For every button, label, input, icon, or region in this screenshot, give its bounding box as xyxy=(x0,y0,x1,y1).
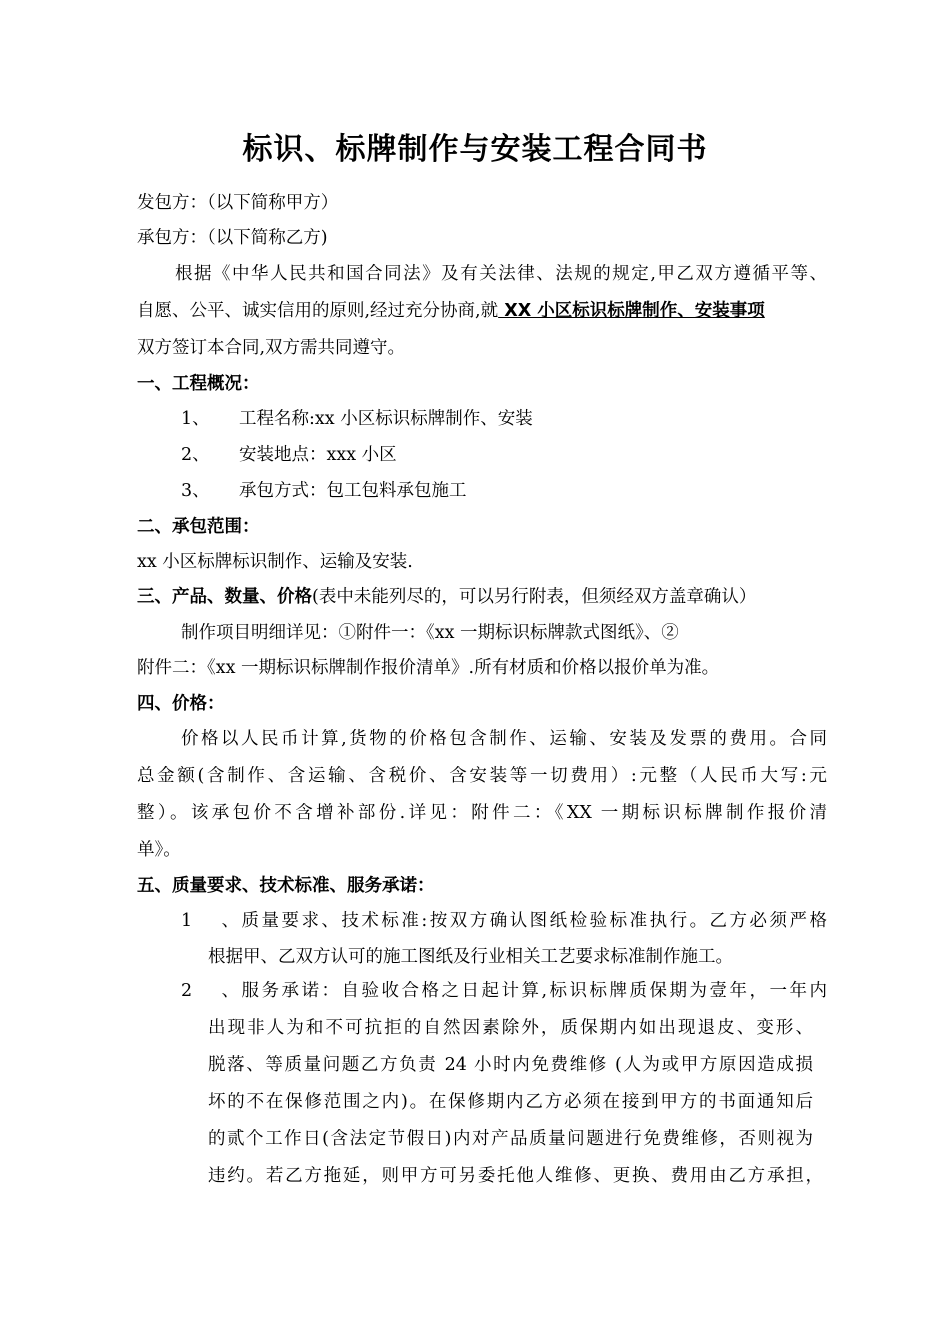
section-3-heading xyxy=(137,582,827,612)
item-number: 2、 xyxy=(181,445,210,465)
section-2-heading: 二、承包范围： xyxy=(137,517,260,537)
section-5-item-2-line-1 xyxy=(137,976,827,1006)
section-1-item-2 xyxy=(137,440,871,470)
intro-line-3: 双方签订本合同,双方需共同遵守。 xyxy=(137,338,406,358)
section-3-line-2: 附件二：《xx 一期标识标牌制作报价清单》.所有材质和价格以报价单为准。 xyxy=(137,658,720,678)
intro-line-1: 根据《中华人民共和国合同法》及有关法律、法规的规定,甲乙双方遵循平等、 xyxy=(175,264,827,284)
item-number: 3、 xyxy=(181,481,210,501)
section-5-item-2-line-3: 脱落、等质量问题乙方负责 24 小时内免费维修 (人为或甲方原因造成损 xyxy=(208,1055,813,1075)
item-text: 质量要求、技术标准:按双方确认图纸检验标准执行。乙方必须严格 xyxy=(239,911,827,931)
item-number: 1、 xyxy=(181,911,239,931)
intro-line-2 xyxy=(137,296,827,326)
section-4-line-3: 整）。该承包价不含增补部份.详见：附件二：《XX 一期标识标牌制作报价清 xyxy=(137,803,827,823)
section-2-text: xx 小区标牌标识制作、运输及安装. xyxy=(137,552,413,572)
section-5-item-1-line-2: 根据甲、乙双方认可的施工图纸及行业相关工艺要求标准制作施工。 xyxy=(208,947,733,967)
item-number: 2、 xyxy=(181,981,239,1001)
item-text: 承包方式：包工包料承包施工 xyxy=(239,481,467,501)
document-title: 标识、标牌制作与安装工程合同书 xyxy=(242,132,708,167)
section-1-item-1 xyxy=(137,404,871,434)
item-number: 1、 xyxy=(181,409,210,429)
intro-line-2-text: 自愿、公平、诚实信用的原则,经过充分协商,就 xyxy=(137,301,499,321)
section-1-item-3 xyxy=(137,476,871,506)
section-4-line-2: 总金额(含制作、含运输、含税价、含安装等一切费用）:元整（人民币大写:元 xyxy=(137,766,827,786)
section-1-heading: 一、工程概况： xyxy=(137,374,260,394)
section-3-line-1: 制作项目明细详见：①附件一：《xx 一期标识标牌款式图纸》、② xyxy=(181,623,679,643)
project-name-underlined: XX 小区标识标牌制作、安装事项 xyxy=(498,301,765,321)
section-5-item-2-line-5: 的贰个工作日(含法定节假日)内对产品质量问题进行免费维修，否则视为 xyxy=(208,1129,813,1149)
party-a-line: 发包方：（以下简称甲方） xyxy=(137,193,339,213)
section-5-item-2-line-6: 违约。若乙方拖延，则甲方可另委托他人维修、更换、费用由乙方承担， xyxy=(208,1166,823,1186)
item-text: 工程名称:xx 小区标识标牌制作、安装 xyxy=(239,409,533,429)
section-4-line-4: 单》。 xyxy=(137,840,181,860)
item-text: 安装地点：xxx 小区 xyxy=(239,445,397,465)
party-b-line: 承包方：（以下简称乙方) xyxy=(137,228,328,248)
section-4-heading: 四、价格： xyxy=(137,694,225,714)
section-5-item-1-line-1 xyxy=(137,906,827,936)
item-text: 服务承诺：自验收合格之日起计算,标识标牌质保期为壹年，一年内 xyxy=(239,981,827,1001)
section-5-item-2-line-4: 坏的不在保修范围之内)。在保修期内乙方必须在接到甲方的书面通知后 xyxy=(208,1092,813,1112)
section-5-heading: 五、质量要求、技术标准、服务承诺： xyxy=(137,876,435,896)
section-5-item-2-line-2: 出现非人为和不可抗拒的自然因素除外，质保期内如出现退皮、变形、 xyxy=(208,1018,813,1038)
section-3-note: (表中未能列尽的，可以另行附表，但须经双方盖章确认） xyxy=(312,587,757,607)
section-3-title: 三、产品、数量、价格 xyxy=(137,587,312,607)
section-4-line-1: 价格以人民币计算,货物的价格包含制作、运输、安装及发票的费用。合同 xyxy=(181,729,827,749)
